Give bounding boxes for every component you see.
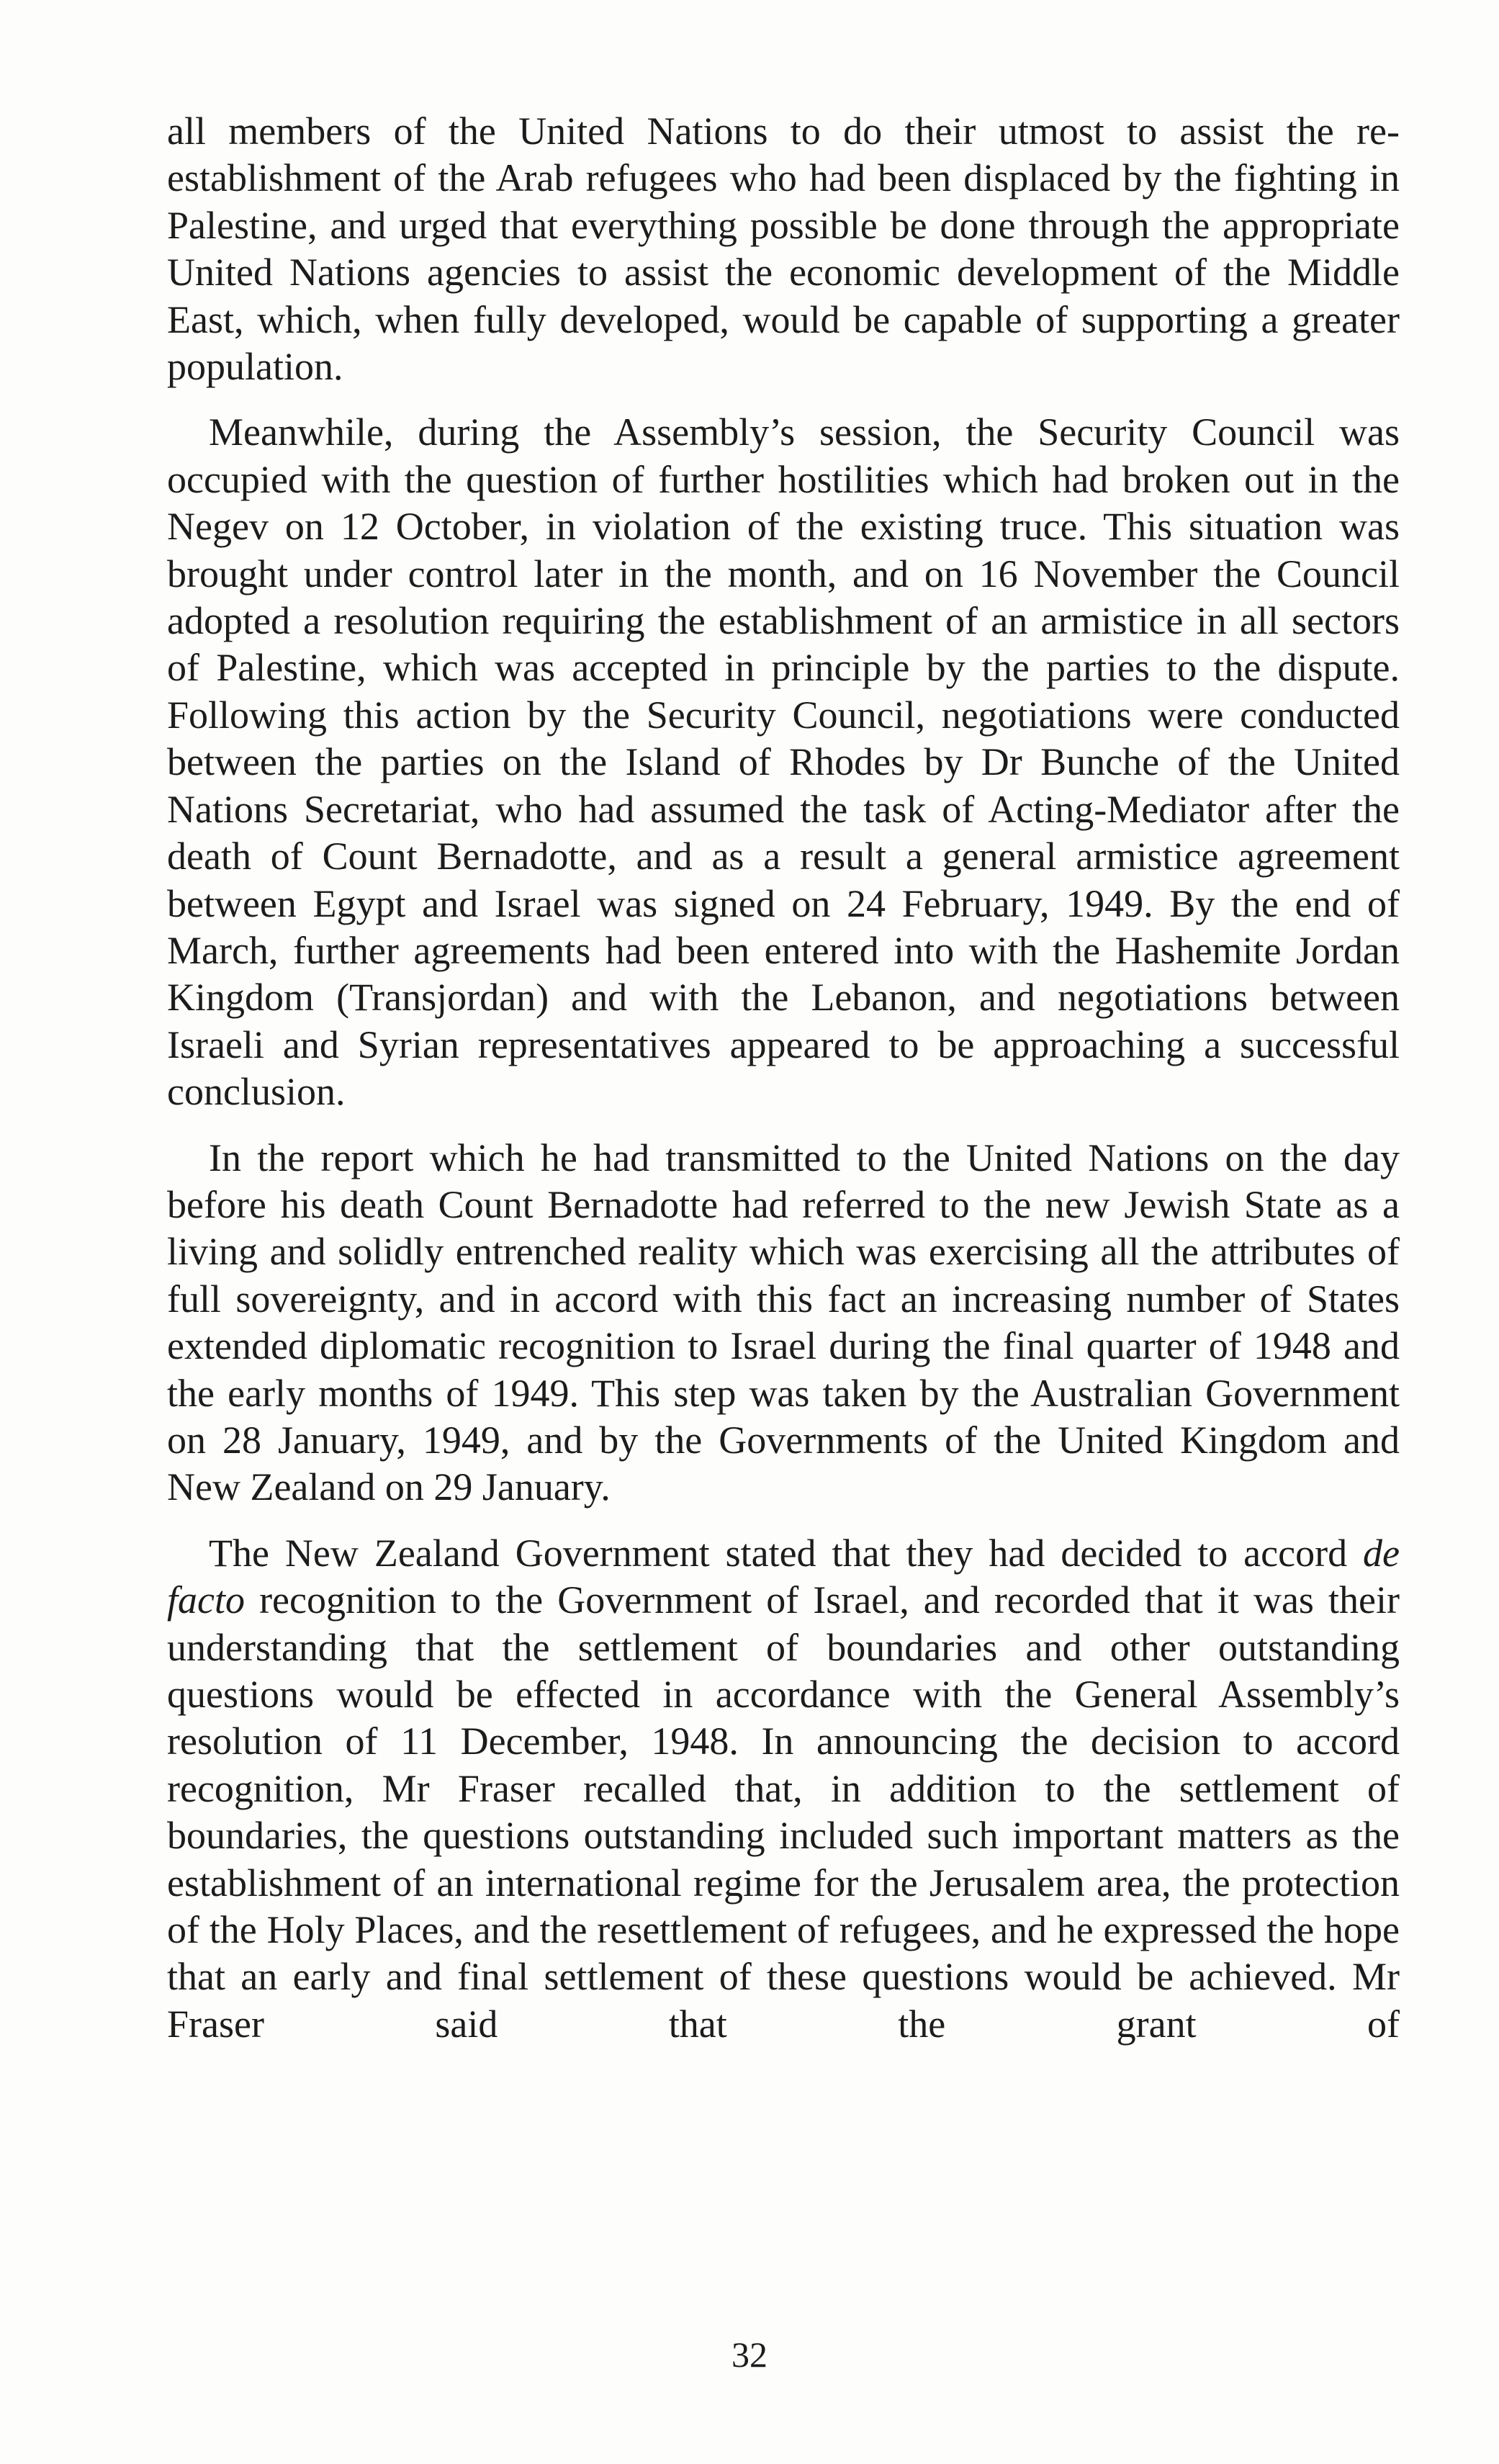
body-text	[167, 108, 1400, 2067]
paragraph-recognition-of-israel: In the report which he had transmitted to the United Nations on the day before his death Count Bernadotte had referred to the new Jewish State as a living and solidly entrenched reality which was exercising all the attributes of full sovereignty, and in accord with this fact an increasing number of States extended diplomatic recognition to Israel during the final quarter of 1948 and the early months of 1949. This step was taken by the Australian Government on 28 January, 1949, and by the Governments of the United Kingdom and New Zealand on 29 January.	[167, 1136, 1400, 1509]
paragraph-nz-text-end: recognition to the Government of Israel, and recorded that it was their understanding that the settlement of boundaries and other outstanding questions would be effected in accordance with the General Assembly’s resolution of 11 December, 1948. In announcing the decision to accord recognition, Mr Fraser recalled that, in addition to the settlement of boundaries, the questions outstanding included such important matters as the establishment of an international regime for the Jerusalem area, the protection of the Holy Places, and the resettlement of refugees, and he expressed the hope that an early and final settlement of these questions would be achieved. Mr Fraser said that the grant of	[167, 1578, 1400, 2046]
paragraph-security-council-armistice: Meanwhile, during the Assembly’s session, the Security Council was occupied with the question of further hostilities which had broken out in the Negev on 12 October, in violation of the existing truce. This situation was brought under control later in the month, and on 16 November the Council adopted a resolution requiring the establishment of an armistice in all sectors of Palestine, which was accepted in principle by the parties to the dispute. Following this action by the Security Council, negotiations were conducted between the parties on the Island of Rhodes by Dr Bunche of the United Nations Secretariat, who had assumed the task of Acting-Mediator after the death of Count Bernadotte, and as a result a general armistice agreement between Egypt and Israel was signed on 24 February, 1949. By the end of March, further agreements had been entered into with the Hashemite Jordan Kingdom (Transjordan) and with the Lebanon, and negotiations between Israeli and Syrian representatives appeared to be approaching a successful conclusion.	[167, 410, 1400, 1114]
paragraph-new-zealand-recognition	[167, 1530, 1400, 2048]
de-facto-italic: de facto	[167, 1531, 1400, 1622]
page-number: 32	[732, 2334, 767, 2375]
paragraph-refugees-resolution: all members of the United Nations to do their utmost to assist the re-establishment of the Arab refugees who had been displaced by the fighting in Palestine, and urged that everything possible be done through the appropriate United Nations agencies to assist the economic development of the Middle East, which, when fully developed, would be capable of supporting a greater population.	[167, 109, 1400, 389]
paragraph-nz-text-start: The New Zealand Government stated that they had decided to accord	[209, 1531, 1364, 1575]
